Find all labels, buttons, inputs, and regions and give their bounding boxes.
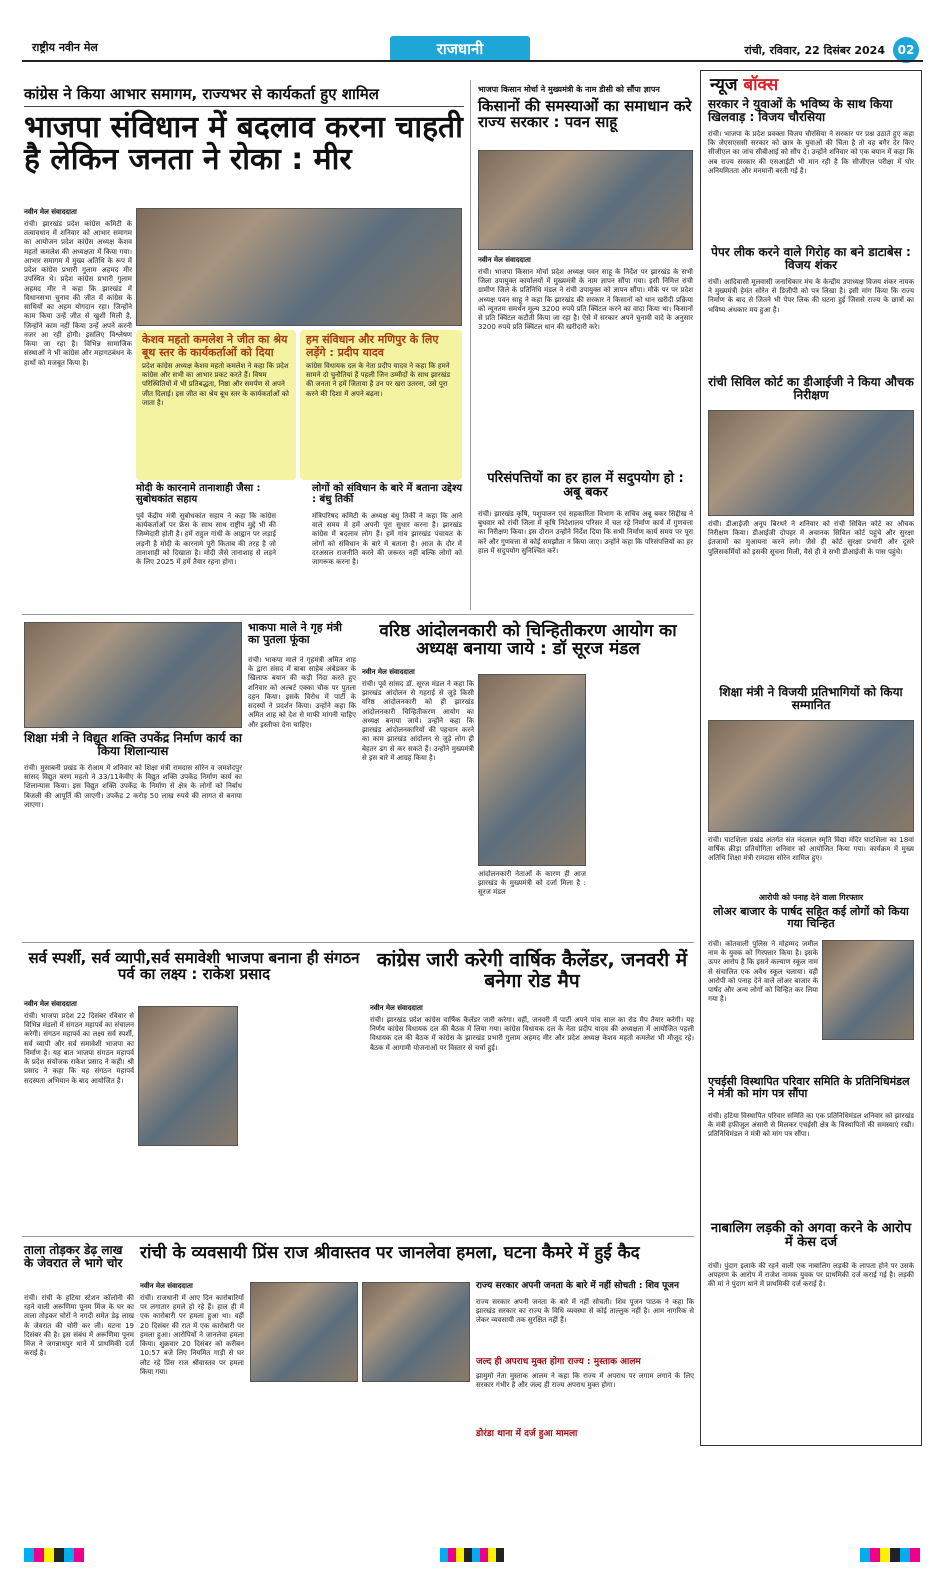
a12-photo-2 [362,1282,470,1382]
news-box-title-a: न्यूज [710,75,738,95]
a10-byline: नवीन मेल संवाददाता [370,1004,423,1012]
nb-s2-head: पेपर लीक करने वाले गिरोह का बने डाटाबेस : विजय शंकर [711,245,911,272]
a5-headline: परिसंपत्तियों का हर हाल में सदुपयोग हो : अबू बकर [487,471,684,501]
a13-body: राज्य सरकार अपनी जनता के बारे में नहीं सोचती। शिव पूजन पाठक ने कहा कि झारखंड सरकार का राज्य के विधि व्यवस्था से कोई ताल्लुक नहीं है। आम नागरिक से लेकर व्यवसायी तक सुरक्षित नहीं हैं। [476,1298,694,1325]
a1-headline: भाजपा संविधान में बदलाव करना चाहती है लेकिन जनता ने रोका : मीर [24,110,463,178]
a10-body: रांची। झारखंड प्रदेश कांग्रेस वार्षिक कैलेंडर जारी करेगा। वहीं, जनवरी में पार्टी अपने पांच साल का रोड मैप तैयार करेगी। यह निर्णय कांग्रेस विधायक दल की बैठक में लिया गया। कांग्रेस विधायक दल के नेता प्रदीप यादव की अध्यक्षता में आयोजित पहली विधायक दल की बैठक में कांग्रेस के झारखंड प्रभारी गुलाम अहमद मीर और प्रदेश अध्यक्ष केशव महतो कमलेश भी मौजूद रहे। बैठक में आगामी योजनाओं पर विस्तार से चर्चा हुई। [370,1016,694,1052]
a1-quote-1-head: केशव महतो कमलेश ने जीत का श्रेय बूथ स्तर के कार्यकर्ताओं को दिया [142,333,288,359]
color-bar-center [440,1548,504,1562]
a1-quote-2 [300,330,462,480]
a1-kicker: कांग्रेस ने किया आभार समागम, राज्यभर से कार्यकर्ता हुए शामिल [24,84,464,107]
a6-headline: शिक्षा मंत्री ने विद्युत शक्ति उपकेंद्र निर्माण कार्य का किया शिलान्यास [24,731,243,758]
nb-s5-head: लोअर बाजार के पार्षद सहित कई लोगों को किया गया चिन्हित [713,905,909,930]
nb-s5-photo [822,940,914,1040]
a12-headline: रांची के व्यवसायी प्रिंस राज श्रीवास्तव पर जानलेवा हमला, घटना कैमरे में हुई कैद [140,1243,640,1263]
a8-headline: वरिष्ठ आंदोलनकारी को चिन्हितीकरण आयोग का अध्यक्ष बनाया जाये : डॉ सूरज मंडल [379,621,677,660]
a6-body: रांची। मुसाबनी प्रखंड के रोआम में शनिवार को शिक्षा मंत्री रामदास सोरेन व जमशेदपुर सांसद विद्युत वरण महतो ने 33/11केवीए के विद्युत शक्ति उपकेंद्र निर्माण कार्य का शिलान्यास किया। इस विद्युत शक्ति उपकेंद्र के निर्माण से क्षेत्र के लोगों को निर्बाध बिजली की आपूर्ति की जाएगी। उपकेंद्र 2 करोड़ 50 लाख रुपये की लागत से बनाया जाएगा। [24,764,242,809]
nb-s4-body: रांची। घाटशिला प्रखंड अंतर्गत संत नंदलाल स्मृति विद्या मंदिर घाटशिला का 18वां वार्षिक क्रीड़ा प्रतियोगिता शनिवार को आयोजित किया गया। कार्यक्रम में मुख्य अतिथि शिक्षा मंत्री रामदास सोरेन शामिल हुए। [708,836,914,863]
a1-byline: नवीन मेल संवाददाता [24,208,77,216]
a13-sub-body: झामुमो नेता मुस्ताक आलम ने कहा कि राज्य में अपराध पर लगाम लगाने के लिए सरकार गंभीर है और जल्द ही राज्य अपराध मुक्त होगा। [476,1372,694,1390]
a13-sub: जल्द ही अपराध मुक्त होगा राज्य : मुस्ताक आलम [476,1357,641,1367]
nb-s6-body: रांची। हटिया विस्थापित परिवार समिति का एक प्रतिनिधिमंडल शनिवार को झारखंड के मंत्री हफीजुल अंसारी से मिलकर एचईसी क्षेत्र के विस्थापितों की समस्याएं रखी। प्रतिनिधिमंडल ने मंत्री को मांग पत्र सौंपा। [708,1112,914,1139]
nb-s5-kicker: आरोपी को पनाह देने वाला गिरफ्तार [758,893,864,902]
a7-body: रांची। भाकपा माले ने गृहमंत्री अमित शाह के द्वारा संसद में बाबा साहेब अंबेडकर के खिलाफ बयान की कड़ी निंदा करते हुए शनिवार को अल्बर्ट एक्का चौक पर पुतला दहन किया। इसके विरोध में पार्टी के सदस्यों ने प्रदर्शन किया। उन्होंने कहा कि अमित शाह को देश से माफी मांगनी चाहिए और इस्तीफा देना चाहिए। [248,656,356,729]
a2-kicker: भाजपा किसान मोर्चा ने मुख्यमंत्री के नाम डीसी को सौंपा ज्ञापन [478,85,660,94]
a9-body: रांची। भाजपा प्रदेश 22 दिसंबर रविवार से विभिन्न मंडलों में संगठन महापर्व का संचालन करेगी। संगठन महापर्व का लक्ष्य सर्व स्पर्शी, सर्व व्यापी और सर्व समावेशी भाजपा का निर्माण है। यह बात भाजपा संगठन महापर्व के प्रदेश संयोजक राकेश प्रसाद ने कही। श्री प्रसाद ने कहा कि यह संगठन महापर्व सदस्यता अभियान के बाद आयोजित है। [24,1012,134,1085]
page-number: 02 [893,37,919,63]
a1-quote-2-body: कांग्रेस विधायक दल के नेता प्रदीप यादव ने कहा कि हमने सामने दो चुनौतियां हैं पहली जिन उम्मीदों के साथ झारखंड की जनता ने हमें जिताया है उन पर खरा उतरना, उसे पूरा करने की दिशा में अपने बढ़ना। [306,362,451,398]
a9-byline: नवीन मेल संवाददाता [24,1000,77,1008]
a1-quote-2-head: हम संविधान और मणिपुर के लिए लड़ेंगे : प्रदीप यादव [306,333,439,359]
a1-photo [136,208,462,326]
color-bar-left [24,1548,84,1562]
nb-s3-photo [708,410,914,516]
nb-s5-body: रांची। कोतवाली पुलिस ने मोहम्मद जमील नाम के युवक को गिरफ्तार किया है। इसके ऊपर आरोप है कि इसने कल्याण स्कूल नाम से संचालित एक अवैध स्कूल चलाया। वही आरोपी को पनाह देने वाले लोअर बाजार के पार्षद और अन्य लोगों को चिन्हित कर लिया गया है। [708,940,818,1004]
row-rule-3 [22,1236,694,1237]
nb-s7-head: नाबालिग लड़की को अगवा करने के आरोप में केस दर्ज [710,1221,912,1251]
row-rule [22,614,694,615]
column-rule [470,80,471,610]
a13-sub2: डोरंडा थाना में दर्ज हुआ मामला [476,1429,578,1439]
a13-headline: राज्य सरकार अपनी जनता के बारे में नहीं सोचती : शिव पूजन [476,1281,679,1291]
a8-caption: आंदोलनकारी नेताओं के कारण ही आज झारखंड के मुख्यमंत्री को दर्जा मिला है : सूरज मंडल [478,870,586,897]
a6-photo [24,622,242,728]
a9-headline: सर्व स्पर्शी, सर्व व्यापी,सर्व समावेशी भाजपा बनाना ही संगठन पर्व का लक्ष्य : राकेश प्रसाद [28,949,360,984]
a3-body: पूर्व केंद्रीय मंत्री सुबोधकांत सहाय ने कहा कि कांग्रेस कार्यकर्ताओं पर फ्रेंस के साथ साथ राष्ट्रीय मुद्दे भी की जिम्मेदारी होती है। हमें राहुल गांधी के आह्वान पर लड़ाई लड़नी है मोदी के कारनामे पूरी किताब की तरह है जो तानाशाही को दिखाता है। मोदी जैसे तानाशाह से लड़ने के लिए 2025 में हमें तैयार रहना होगा। [136,512,276,567]
a9-photo [138,1006,238,1146]
nb-s3-head: रांची सिविल कोर्ट का डीआईजी ने किया औचक निरीक्षण [708,375,914,402]
section-label: राजधानी [390,36,530,62]
row-rule-2 [22,942,694,943]
a2-body: रांची। भाजपा किसान मोर्चा प्रदेश अध्यक्ष पवन साहू के निर्देश पर झारखंड के सभी जिला उपायुक्त कार्यालयों में मुख्यमंत्री के नाम ज्ञापन सौंपा गया। इसी निमित्त रांची ग्रामीण जिले के प्रतिनिधि मंडल ने रांची उपायुक्त को ज्ञापन सौंपा। मौके पर पर प्रदेश अध्यक्ष पवन साहू ने कहा कि झारखंड की सरकार ने किसानों को धान खरीदी प्रक्रिया को न्यूनतम समर्थन मूल्य 3200 रुपये प्रति क्विंटल करने का वादा किया था। किसानों से प्रति क्विंटल कटौती किया जा रहा है। ऐसे में सरकार अपने चुनावी वादे के अनुसार 3200 रुपये प्रति क्विंटल धान की खरीदारी करे। [478,268,693,332]
color-bar-right [860,1548,920,1562]
nb-s4-head: शिक्षा मंत्री ने विजयी प्रतिभागियों को किया सम्मानित [719,685,903,712]
brand-logo: राष्ट्रीय नवीन मेल [32,41,98,54]
a8-byline: नवीन मेल संवाददाता [362,668,415,676]
nb-s2-body: रांची। आदिवासी मूलवासी जनाधिकार मंच के केन्द्रीय उपाध्यक्ष विजय शंकर नायक ने मुख्यमंत्री हेमंत सोरेन से डिजीपी को पत्र लिखा है। इसी मांग किया कि राज्य निर्माण के बाद से जितने भी पेपर लिक की घटना हुई जिससे राज्य के छात्रों का भविष्य अंधकार मय हुआ है। [708,278,914,314]
dateline: रांची, रविवार, 22 दिसंबर 2024 [744,44,885,57]
a4-headline: लोगों को संविधान के बारे में बताना उद्देश्य : बंधु तिर्की [312,483,462,505]
a8-body: रांची। पूर्व सांसद डॉ. सूरज मंडल ने कहा कि झारखंड आंदोलन से गहराई से जुड़े किसी वरिष्ठ आंदोलनकारी को ही झारखंड आंदोलनकारी चिन्हितीकरण आयोग का अध्यक्ष बनाया जाये। उन्होंने कहा कि झारखंड आंदोलनकारियों की पहचान करने का काम झारखंड आंदोलन से जुड़े लोग ही बेहतर ढंग से कर सकते हैं। उन्होंने मुख्यमंत्री से इस बारे में आग्रह किया है। [362,680,474,762]
header-rule [22,60,923,62]
nb-s4-photo [708,720,914,832]
a5-body: रांची। झारखंड कृषि, पशुपालन एवं सहकारिता विभाग के सचिव अबू बकर सिद्दीख ने बुधवार को रांची जिला में कृषि निदेशालय परिसर में चल रहे निर्माण कार्य में गुणवत्ता का निरीक्षण किया। इस दौरान उन्होंने निर्देश दिया कि सभी निर्माण कार्य समय पर पूरा करें और गुणवत्ता से कोई समझौता न किया जाए। उन्होंने कहा कि परिसंपत्तियों का हर हाल में सदुपयोग सुनिश्चित करें। [478,510,693,555]
a3-headline: मोदी के कारनामे तानाशाही जैसा : सुबोधकांत सहाय [136,483,261,505]
nb-s7-body: रांची। पुंदाग इलाके की रहने वाली एक नाबालिग लड़की के लापता होने पर उसके अपहरण के आरोप में राजेश नामक युवक पर प्राथमिकी दर्ज कराई गई है। लड़की की मां ने पुंदाग थाने में प्राथमिकी दर्ज कराई है। [708,1262,914,1289]
a12-byline: नवीन मेल संवाददाता [140,1282,193,1290]
news-box-title [710,72,778,95]
a1-body: रांची। झारखंड प्रदेश कांग्रेस कमिटी के तत्वावधान में शनिवार को आभार समागम का आयोजन प्रदेश कांग्रेस अध्यक्ष केशव महतो कमलेश की अध्यक्षता में किया गया। आभार समागम में मुख्य अतिथि के रूप में प्रदेश कांग्रेस प्रभारी गुलाम अहमद मीर उपस्थित थे। प्रदेश कांग्रेस प्रभारी गुलाम अहमद मीर ने कहा कि झारखंड में विधानसभा चुनाव की जीत में कांग्रेस के साथियों का अहम योगदान रहा। जिन्होंने काम किया उन्हें जीत से खुशी मिली है, जिन्होंने काम नहीं किया उन्हें अपने करनी नजर आ रही होगी। इसलिए विश्लेषण किया जा रहा है। विभिन्न सामाजिक संस्थाओं ने भी कांग्रेस और महागठबंधन के हाथों को मजबूत किया है। [24,220,132,367]
nb-s1-head: सरकार ने युवाओं के भविष्य के साथ किया खिलवाड़ : विजय चौरसिया [708,97,893,124]
nb-s3-body: रांची। डीआईजी अनूप बिरथरे ने शनिवार को रांची सिविल कोर्ट का औचक निरीक्षण किया। डीआईजी दोपहर में अचानक सिविल कोर्ट पहुंचे और सुरक्षा इंतजामों का मुआयना करने लगे। जैसे ही कोर्ट सुरक्षा प्रभारी और दूसरे पुलिसकर्मियों को इसकी सूचना मिली, वैसे ही वे सभी डीआईजी के पास पहुंचे। [708,520,914,556]
a2-photo [478,150,693,250]
a11-headline: ताला तोड़कर डेढ़ लाख के जेवरात ले भागे चोर [24,1243,123,1270]
a11-body: रांची। रांची के हटिया स्टेशन कॉलोनी की रहने वाली अरूणिमा पूनम मिंज के घर का ताला तोड़कर चोरों ने नगदी समेत डेढ़ लाख के जेवरात की चोरी कर ली। घटना 19 दिसंबर की है। इस संबंध में अरूणिमा पूनम मिंज ने जगन्नाथपुर थाने में प्राथमिकी दर्ज कराई है। [24,1294,134,1358]
a8-photo [478,674,586,866]
a4-body: मंत्रिपरिषद कमिटी के अध्यक्ष बंधु तिर्की ने कहा कि आने वाले समय में हमें अपनी पूरा सुधार करना है। झारखंड कांग्रेस में बदलाव लोग हैं। हमें गांव झारखंड पंचायत के लोगों को संविधान के बारे में बताना है। आज के दौर में दरअसल राजनीति करने की जरूरत नहीं बल्कि लोगों को जागरूक करना है। [312,512,462,567]
nb-s1-body: रांची। भाजपा के प्रदेश प्रवक्ता विजय चौरसिया ने सरकार पर प्रश्न उठाते हुए कहा कि जेएसएससी सरकार को छात्र के युवाओं की चिंता है तो वह बगैर देर किए सीजीएल का जांच सीबीआई को सौंप दे। उन्होंने शनिवार को एक बयान में कहा कि अब राज्य सरकार की एसआईटी भी मान रही है कि सीजीएल परीक्षा में घोर अनियमितता और मनमानी बरती गई है। [708,130,914,175]
a2-byline: नवीन मेल संवाददाता [478,256,531,264]
nb-s6-head: एचईसी विस्थापित परिवार समिति के प्रतिनिधिमंडल ने मंत्री को मांग पत्र सौंपा [708,1075,910,1100]
a7-headline: भाकपा माले ने गृह मंत्री का पुतला फूंका [248,621,342,646]
a1-quote-1 [136,330,296,480]
a1-quote-1-body: प्रदेश कांग्रेस अध्यक्ष केशव महतो कमलेश ने कहा कि प्रदेश कांग्रेस और सभी का आभार प्रकट करते हैं। विषम परिस्थितियों में भी प्रतिबद्धता, निष्ठा और समर्पण से अपने जीत दिलाई। इस जीत का श्रेय बूथ स्तर के कार्यकर्ताओं को जाता है। [142,362,289,407]
a2-headline: किसानों की समस्याओं का समाधान करे राज्य सरकार : पवन साहू [478,97,692,132]
news-box-title-b: बॉक्स [743,75,779,95]
a12-body: रांची। राजधानी में आए दिन कारोबारियों पर लगातार हमले हो रहे हैं। हाल ही में एक कारोबारी पर हमला हुआ था। वहीं 20 दिसंबर की रात में एक कारोबारी पर हमला हुआ। आरोपियों ने जानलेवा हमला किया। शुक्रवार 20 दिसंबर को करीबन 10:57 बजे लिए नियमित गाड़ी से घर लौट रहे प्रिंस राज श्रीवास्तव पर हमला किया गया। [140,1294,244,1376]
a12-photo-1 [250,1282,358,1382]
a10-headline: कांग्रेस जारी करेगी वार्षिक कैलेंडर, जनवरी में बनेगा रोड मैप [376,949,688,992]
